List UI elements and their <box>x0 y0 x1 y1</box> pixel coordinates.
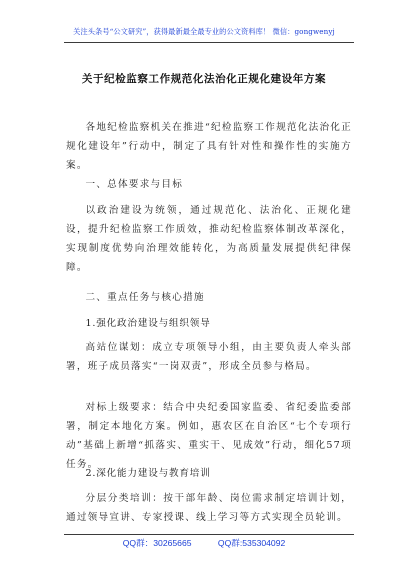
footer-divider <box>64 534 354 535</box>
header-banner: 关注头条号“公文研究”，获得最新最全最专业的公文资料库！ 微信：gongwenyj <box>73 27 335 36</box>
header-divider <box>64 42 354 43</box>
subsection-heading-2: 2.深化能力建设与教育培训 <box>85 468 211 479</box>
document-title: 关于纪检监察工作规范化法治化正规化建设年方案 <box>81 73 327 85</box>
footer-qq-group-2: QQ群:535304092 <box>217 538 286 548</box>
section-heading-1: 一、总体要求与目标 <box>85 179 184 190</box>
footer-contact <box>0 537 408 549</box>
subsection-heading-1: 1.强化政治建设与组织领导 <box>85 318 211 329</box>
paragraph-training: 分层分类培训：按干部年龄、岗位需求制定培训计划，通过领导宣讲、专家授课、线上学习等方式实现全员轮训。 <box>66 493 352 523</box>
paragraph-leadership: 高站位谋划：成立专项领导小组，由主要负责人牵头部署，班子成员落实“一岗双责”，形成全员参与格局。 <box>66 342 352 372</box>
paragraph-intro: 各地纪检监察机关在推进“纪检监察工作规范化法治化正规化建设年”行动中，制定了具有针对性和操作性的实施方案。 <box>66 122 352 171</box>
paragraph-goals: 以政治建设为统领，通过规范化、法治化、正规化建设，提升纪检监察工作质效，推动纪检监察体制改革深化，实现制度优势向治理效能转化，为高质量发展提供纪律保障。 <box>66 205 352 273</box>
paragraph-alignment: 对标上级要求：结合中央纪委国家监委、省纪委监委部署，制定本地化方案。例如，惠农区在自治区“七个专项行动”基础上新增“抓落实、重实干、见成效”行动，细化57项任务。 <box>66 402 352 470</box>
section-heading-2: 二、重点任务与核心措施 <box>85 292 205 303</box>
footer-qq-group-1: QQ群：30265665 <box>122 538 192 548</box>
